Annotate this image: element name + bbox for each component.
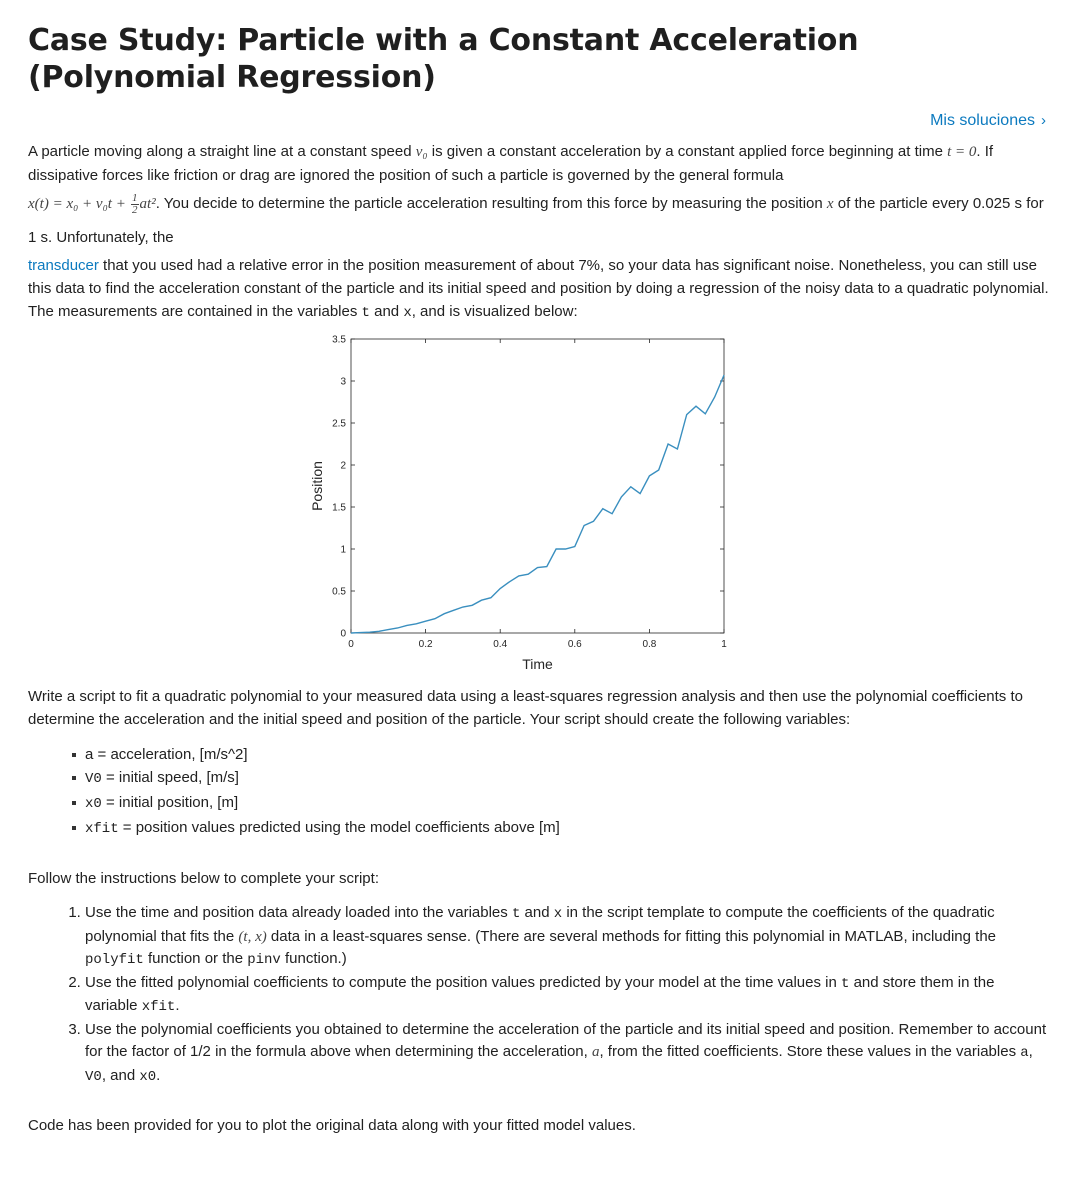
step-text: and store them in the variable [85,973,995,1014]
math-tx: (t, x) [238,928,267,945]
y-tick-label: 3 [340,376,346,388]
intro-text: , and is visualized below: [411,303,578,320]
y-tick-label: 3.5 [332,334,346,346]
position-time-chart [276,331,756,675]
variable-description: = acceleration, [m/s^2] [93,746,248,763]
task-paragraph: Write a script to fit a quadratic polynomial to your measured data using a least-squares regression analysis and then use the polynomial coefficients to determine the acceleration and the initial speed and position of the particle. Your script should create the following variables: [28,688,1023,728]
intro-text: . You decide to determine the particle acceleration resulting from this force by measuring the position [155,195,823,212]
plot-area [351,339,724,633]
y-tick-label: 2.5 [332,418,346,430]
my-solutions-label: Mis soluciones [930,112,1035,129]
chart-svg [276,331,756,675]
variable-item [72,766,1050,791]
steps-list [85,902,1050,1088]
math-formula: at² [139,196,156,212]
x-tick-label: 0.4 [493,639,508,650]
variable-item [72,791,1050,816]
frac-numerator: 1 [132,191,138,204]
code-x0: x0 [139,1068,157,1085]
variable-name: xfit [85,821,119,837]
solutions-row [28,112,1046,130]
code-x: x [553,906,563,922]
math-fraction [131,193,139,216]
page-title: Case Study: Particle with a Constant Acceleration (Polynomial Regression) [28,23,859,95]
step-text: and [524,904,550,921]
math-x: x [826,196,834,212]
intro-paragraph-1 [28,140,1050,187]
code-pinv: pinv [247,952,281,968]
code-x: x [403,305,412,321]
intro-text: that you used had a relative error in the position measurement of about 7%, so your data has significant noise. Nonetheless, you can still use this data to find the acceleration constant of the particle and its initial speed and position by doing a regression of the noisy data to a quadratic polynomial. The measurements are contained in the variables [28,257,1049,320]
step-3 [85,1019,1050,1089]
intro-text: and [374,303,400,320]
step-text: Use the polynomial coefficients you obtained to determine the acceleration of the particle and its initial speed and position. Remember to account for the factor of 1/2 in the formula above when determining the acceleration, [85,1020,1047,1060]
y-tick-label: 1.5 [332,502,346,514]
y-tick-label: 0 [340,628,346,640]
y-tick-label: 1 [340,544,346,556]
closing-paragraph: Code has been provided for you to plot the original data along with your fitted model values. [28,1117,636,1134]
step-text: Use the time and position data already loaded into the variables [85,904,508,921]
intro-text: . If dissipative forces like friction or drag are ignored the position of such a particle is governed by the general formula [28,143,994,184]
step-text: , from the fitted coefficients. Store these values in the variables [599,1043,1017,1060]
intro-paragraph-2 [28,187,1050,254]
step-text: Use the fitted polynomial coefficients to compute the position values predicted by your model at the time values in [85,973,837,991]
step-text: , and [101,1066,136,1084]
intro-text: A particle moving along a straight line at a constant speed [28,143,412,160]
step-text: . [175,997,180,1014]
x-tick-label: 0.6 [567,639,582,650]
my-solutions-link[interactable] [930,112,1046,129]
step-text: . [156,1066,161,1084]
y-tick-label: 0.5 [332,586,346,598]
variable-name: V0 [85,771,102,787]
follow-instructions: Follow the instructions below to complete your script: [28,870,379,887]
math-a: a [591,1044,600,1060]
variable-item [72,743,1050,766]
code-t: t [511,906,521,922]
code-a: a [1020,1045,1029,1061]
x-axis-label: Time [522,656,553,672]
variables-list [72,743,1050,841]
math-t0: t = 0 [947,144,977,160]
step-1 [85,902,1050,972]
code-t: t [361,305,370,321]
x-tick-label: 0 [348,639,354,650]
step-2 [85,972,1050,1019]
step-text: in the script template to compute the coefficients of the quadratic polynomial that fits the [85,904,995,945]
y-axis-label: Position [309,461,325,511]
code-t: t [840,975,850,992]
step-text: function or the [147,950,244,967]
intro-text: of the particle every 0.025 s for 1 s. Unfortunately, the [28,195,1044,246]
code-polyfit: polyfit [85,952,144,968]
x-tick-label: 1 [721,639,727,650]
intro-paragraph-3 [28,254,1050,325]
math-v0: v₀ [415,144,428,160]
variable-description: = initial position, [m] [101,794,239,811]
math-formula: x(t) = x₀ + v₀t + [28,196,126,212]
chevron-right-icon: › [1041,112,1046,129]
intro-text: is given a constant acceleration by a constant applied force beginning at time [431,143,943,160]
x-tick-label: 0.2 [418,639,433,650]
frac-denominator: 2 [132,203,138,216]
y-tick-label: 2 [340,460,346,472]
x-tick-label: 0.8 [642,639,657,650]
variable-name: a [85,746,94,763]
transducer-link[interactable]: transducer [28,257,99,274]
code-xfit: xfit [141,999,176,1015]
variable-description: = position values predicted using the model coefficients above [m] [118,819,560,836]
variable-item [72,816,1050,841]
variable-name: x0 [85,796,102,812]
step-text: , [1028,1043,1033,1060]
step-text: function.) [285,950,347,967]
code-v0: V0 [85,1068,102,1085]
step-text: data in a least-squares sense. (There are several methods for fitting this polynomial in MATLAB, including the [270,927,997,945]
variable-description: = initial speed, [m/s] [101,769,239,786]
